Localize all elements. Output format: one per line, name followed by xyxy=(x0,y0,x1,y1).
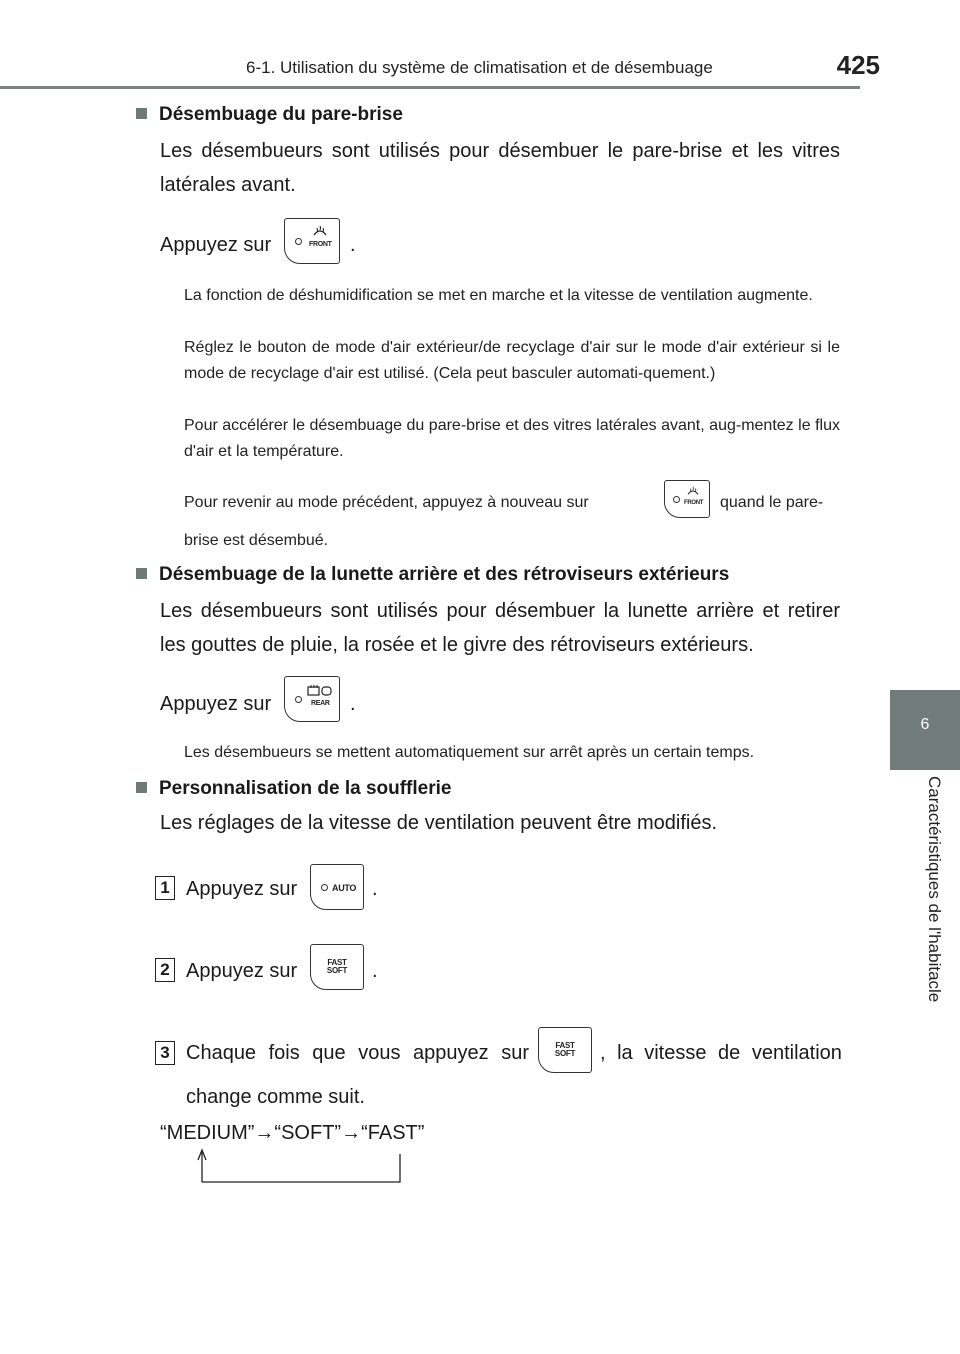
return-instruction-after: quand le pare- xyxy=(720,494,824,511)
note-3: Pour accélérer le désembuage du pare-brise et des vitres latérales avant, aug-mentez le flux d'air et la température. xyxy=(184,417,840,460)
indicator-led-icon xyxy=(295,238,302,245)
bullet-square-icon xyxy=(136,782,147,793)
button-label-soft: SOFT xyxy=(554,1049,576,1058)
note-1: La fonction de déshumidification se met en marche et la vitesse de ventilation augmente. xyxy=(184,287,813,304)
bullet-square-icon xyxy=(136,568,147,579)
section-intro: Les désembueurs sont utilisés pour désembuer la lunette arrière et retirer les gouttes de pluie, la rosée et le givre des rétroviseurs extérieurs. xyxy=(160,600,840,656)
indicator-led-icon xyxy=(673,496,680,503)
section-heading-rear xyxy=(136,564,729,586)
button-label-fast: FAST xyxy=(555,1041,575,1050)
heading-text: Personnalisation de la soufflerie xyxy=(159,778,452,799)
button-label: REAR xyxy=(311,700,330,707)
button-label: AUTO xyxy=(332,883,357,893)
rear-defog-button[interactable] xyxy=(284,676,340,722)
step-text: Chaque fois que vous appuyez sur xyxy=(186,1042,529,1064)
cycle-arrow-diagram xyxy=(190,1148,406,1186)
section-heading-blower xyxy=(136,778,451,800)
section-intro: Les désembueurs sont utilisés pour désembuer le pare-brise et les vitres latérales avant. xyxy=(160,140,840,196)
page-number: 425 xyxy=(836,50,880,80)
step-number: 3 xyxy=(155,1041,175,1065)
indicator-led-icon xyxy=(295,696,302,703)
heading-text: Désembuage de la lunette arrière et des rétroviseurs extérieurs xyxy=(159,564,730,585)
button-label-fast: FAST xyxy=(327,958,347,967)
period: . xyxy=(350,693,356,715)
step-text-end: change comme suit. xyxy=(186,1086,365,1108)
note-2: Réglez le bouton de mode d'air extérieur/de recyclage d'air sur le mode d'air extérieur si le mode de recyclage d'air est utilisé. (Cela peut basculer automati-quement.) xyxy=(184,339,840,382)
chapter-tab xyxy=(890,690,960,770)
rear-window-defog-icon xyxy=(307,685,333,696)
auto-button[interactable] xyxy=(310,864,364,910)
front-defog-button[interactable] xyxy=(284,218,340,264)
period: . xyxy=(372,960,378,982)
speed-sequence: “MEDIUM”→“SOFT”→“FAST” xyxy=(160,1122,425,1144)
fan-speed-button-inline[interactable] xyxy=(538,1027,592,1073)
button-label: FRONT xyxy=(309,241,332,248)
chapter-label: Caractéristiques de l'habitacle xyxy=(925,776,944,1003)
front-defog-button-inline[interactable] xyxy=(664,480,710,518)
press-instruction: Appuyez sur xyxy=(160,234,272,256)
step-number: 1 xyxy=(155,876,175,900)
button-label-soft: SOFT xyxy=(326,966,348,975)
step-number: 2 xyxy=(155,958,175,982)
return-instruction-end: brise est désembué. xyxy=(184,532,329,549)
fan-speed-button[interactable] xyxy=(310,944,364,990)
step-text: Appuyez sur xyxy=(186,960,298,982)
note: Les désembueurs se mettent automatiquement sur arrêt après un certain temps. xyxy=(184,744,755,761)
step-text: Appuyez sur xyxy=(186,878,298,900)
step-text-after: , la vitesse de ventilation xyxy=(600,1042,842,1064)
button-label: FRONT xyxy=(684,500,704,506)
windshield-defog-icon xyxy=(687,486,699,496)
header-rule xyxy=(0,86,860,89)
header-title: 6-1. Utilisation du système de climatisation et de désembuage xyxy=(246,58,713,77)
chapter-number: 6 xyxy=(920,716,930,733)
return-instruction: Pour revenir au mode précédent, appuyez à nouveau sur xyxy=(184,494,589,511)
section-intro: Les réglages de la vitesse de ventilation peuvent être modifiés. xyxy=(160,812,718,834)
indicator-led-icon xyxy=(321,884,328,891)
windshield-defog-icon xyxy=(313,225,327,237)
section-heading-windshield xyxy=(136,104,403,126)
press-instruction: Appuyez sur xyxy=(160,693,272,715)
period: . xyxy=(350,234,356,256)
heading-text: Désembuage du pare-brise xyxy=(159,104,403,125)
period: . xyxy=(372,878,378,900)
bullet-square-icon xyxy=(136,108,147,119)
